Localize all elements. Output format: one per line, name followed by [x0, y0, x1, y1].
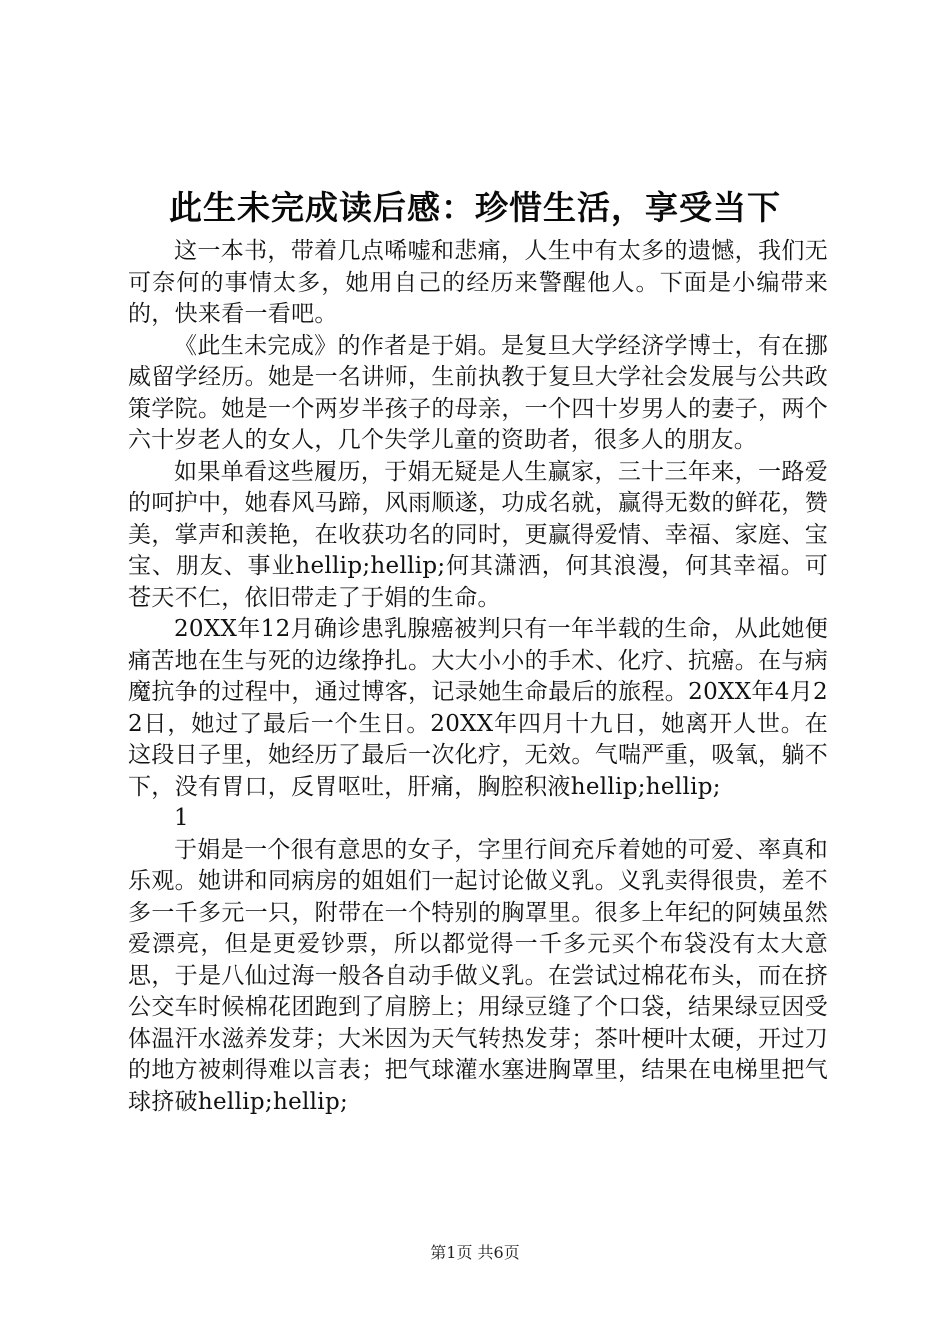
- document-body: [128, 236, 828, 1118]
- paragraph-intro: 这一本书，带着几点唏嘘和悲痛，人生中有太多的遗憾，我们无可奈何的事情太多，她用自己的经历来警醒他人。下面是小编带来的，快来看一看吧。: [128, 238, 828, 327]
- paragraph-personality: 于娟是一个很有意思的女子，字里行间充斥着她的可爱、率真和乐观。她讲和同病房的姐姐们一起讨论做义乳。义乳卖得很贵，差不多一千多元一只，附带在一个特别的胸罩里。很多上年纪的阿姨虽然爱漂亮，但是更爱钞票，所以都觉得一千多元买个布袋没有太大意思，于是八仙过海一般各自动手做义乳。在尝试过棉花布头，而在挤公交车时候棉花团跑到了肩膀上；用绿豆缝了个口袋，结果绿豆因受体温汗水滋养发芽；大米因为天气转热发芽；茶叶梗叶太硬，开过刀的地方被刺得难以言表；把气球灌水塞进胸罩里，结果在电梯里把气球挤破hellip;hellip;: [128, 836, 828, 1115]
- paragraph-resume: 如果单看这些履历，于娟无疑是人生赢家，三十三年来，一路爱的呵护中，她春风马蹄，风雨顺遂，功成名就，赢得无数的鲜花，赞美，掌声和羡艳，在收获功名的同时，更赢得爱情、幸福、家庭、宝宝、朋友、事业hellip;hellip;何其潇洒，何其浪漫，何其幸福。可苍天不仁，依旧带走了于娟的生命。: [128, 458, 828, 611]
- paragraph-author: 《此生未完成》的作者是于娟。是复旦大学经济学博士，有在挪威留学经历。她是一名讲师，生前执教于复旦大学社会发展与公共政策学院。她是一个两岁半孩子的母亲，一个四十岁男人的妻子，两个六十岁老人的女人，几个失学儿童的资助者，很多人的朋友。: [128, 332, 828, 453]
- section-number: 1: [174, 805, 189, 831]
- page-title: 此生未完成读后感：珍惜生活，享受当下: [169, 188, 781, 227]
- page-footer: 第1页 共6页: [430, 1243, 520, 1262]
- paragraph-illness: 20XX年12月确诊患乳腺癌被判只有一年半载的生命，从此她便痛苦地在生与死的边缘挣扎。大大小小的手术、化疗、抗癌。在与病魔抗争的过程中，通过博客，记录她生命最后的旅程。20XX年4月22日，她过了最后一个生日。20XX年四月十九日，她离开人世。在这段日子里，她经历了最后一次化疗，无效。气喘严重，吸氧，躺不下，没有胃口，反胃呕吐，肝痛，胸腔积液hellip;hellip;: [128, 616, 828, 800]
